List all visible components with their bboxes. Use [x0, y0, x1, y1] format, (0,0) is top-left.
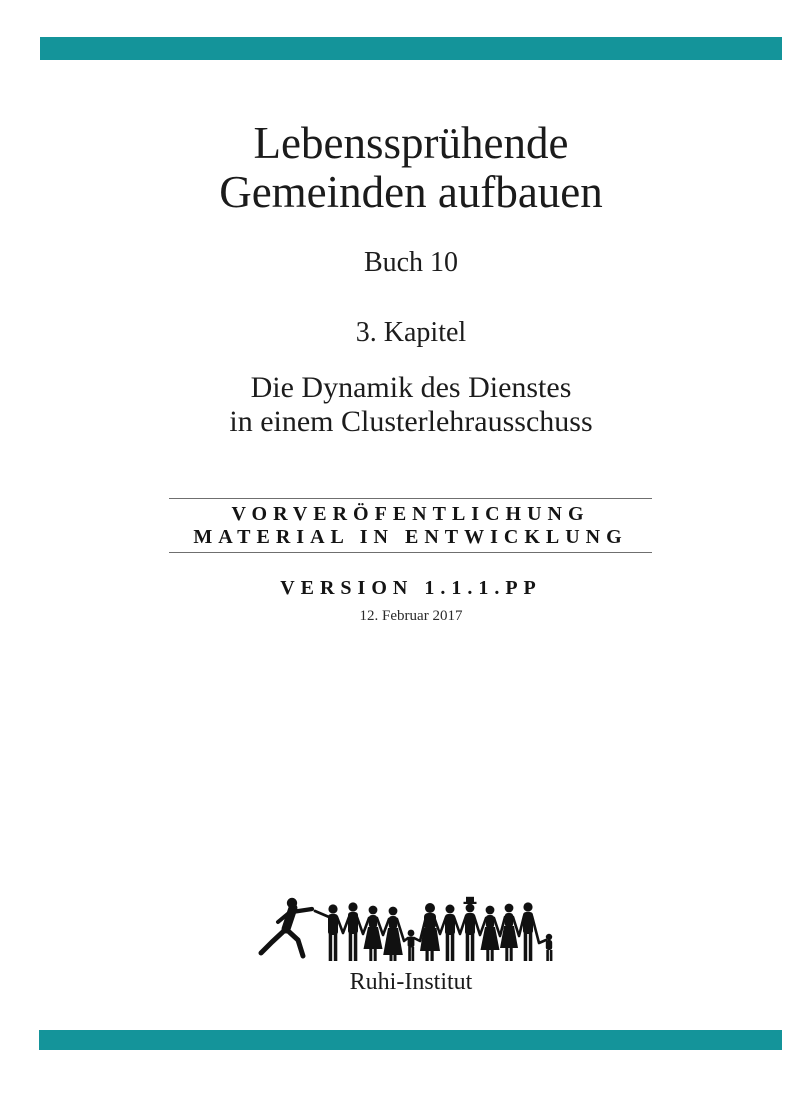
prerelease-notice-line1: VORVERÖFENTLICHUNG	[231, 503, 590, 525]
version-label: VERSION 1.1.1.PP	[280, 577, 542, 599]
bottom-accent-bar	[39, 1030, 782, 1050]
people-row-icon	[315, 897, 552, 961]
prerelease-notice-line2: MATERIAL IN ENTWICKLUNG	[193, 526, 628, 548]
page-title-line1: Lebenssprühende	[253, 118, 569, 168]
release-date: 12. Februar 2017	[359, 608, 463, 624]
prerelease-notice	[169, 498, 652, 553]
chapter-title-line1: Die Dynamik des Dienstes	[250, 371, 572, 404]
chapter-title	[40, 371, 782, 439]
top-accent-bar	[40, 37, 782, 60]
book-number: Buch 10	[363, 247, 459, 278]
chapter-title-line2: in einem Clusterlehrausschuss	[229, 405, 593, 438]
walking-person-icon	[261, 898, 312, 956]
ruhi-logo	[40, 893, 782, 965]
publisher-name: Ruhi-Institut	[349, 969, 473, 995]
people-silhouette-icon	[258, 893, 565, 965]
page-title	[40, 119, 782, 217]
page-title-line2: Gemeinden aufbauen	[219, 167, 603, 217]
chapter-number: 3. Kapitel	[355, 317, 467, 348]
